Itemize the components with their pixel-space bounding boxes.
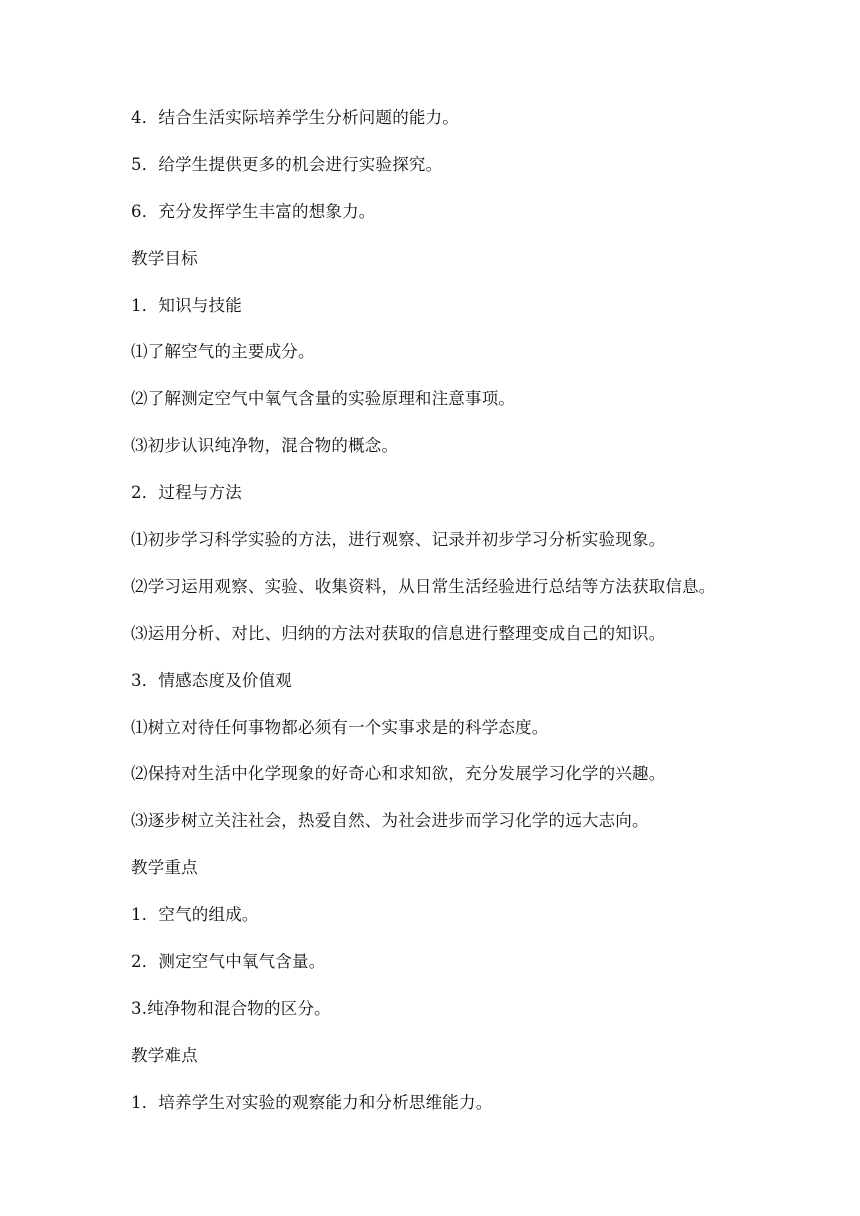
section-heading-difficulties: 教学难点 [131, 1045, 198, 1065]
list-item-key-point-2: 2．测定空气中氧气含量。 [131, 952, 326, 972]
list-item-attitude-2: ⑵保持对生活中化学现象的好奇心和求知欲，充分发展学习化学的兴趣。 [131, 764, 666, 784]
list-item-process-3: ⑶运用分析、对比、归纳的方法对获取的信息进行整理变成自己的知识。 [131, 623, 666, 643]
list-item-process-2: ⑵学习运用观察、实验、收集资料，从日常生活经验进行总结等方法获取信息。 [131, 576, 716, 596]
list-item-goal-6: 6．充分发挥学生丰富的想象力。 [131, 201, 376, 221]
list-item-knowledge-2: ⑵了解测定空气中氧气含量的实验原理和注意事项。 [131, 389, 516, 409]
list-item-knowledge-1: ⑴了解空气的主要成分。 [131, 342, 315, 362]
section-heading-teaching-objectives: 教学目标 [131, 248, 198, 268]
list-item-attitude-3: ⑶逐步树立关注社会，热爱自然、为社会进步而学习化学的远大志向。 [131, 811, 649, 831]
list-item-attitude-1: ⑴树立对待任何事物都必须有一个实事求是的科学态度。 [131, 717, 549, 737]
list-item-key-point-1: 1．空气的组成。 [131, 905, 259, 925]
list-item-goal-5: 5．给学生提供更多的机会进行实验探究。 [131, 154, 443, 174]
list-item-difficulty-1: 1．培养学生对实验的观察能力和分析思维能力。 [131, 1092, 493, 1112]
list-item-key-point-3: 3.纯净物和混合物的区分。 [131, 998, 331, 1018]
list-item-knowledge-3: ⑶初步认识纯净物，混合物的概念。 [131, 436, 399, 456]
section-heading-key-points: 教学重点 [131, 858, 198, 878]
list-item-goal-4: 4．结合生活实际培养学生分析问题的能力。 [131, 108, 459, 127]
subheading-process-methods: 2．过程与方法 [131, 483, 242, 503]
subheading-knowledge-skills: 1．知识与技能 [131, 295, 242, 315]
subheading-attitudes-values: 3．情感态度及价值观 [131, 670, 292, 690]
list-item-process-1: ⑴初步学习科学实验的方法，进行观察、记录并初步学习分析实验现象。 [131, 530, 666, 550]
document-body [131, 104, 831, 1136]
